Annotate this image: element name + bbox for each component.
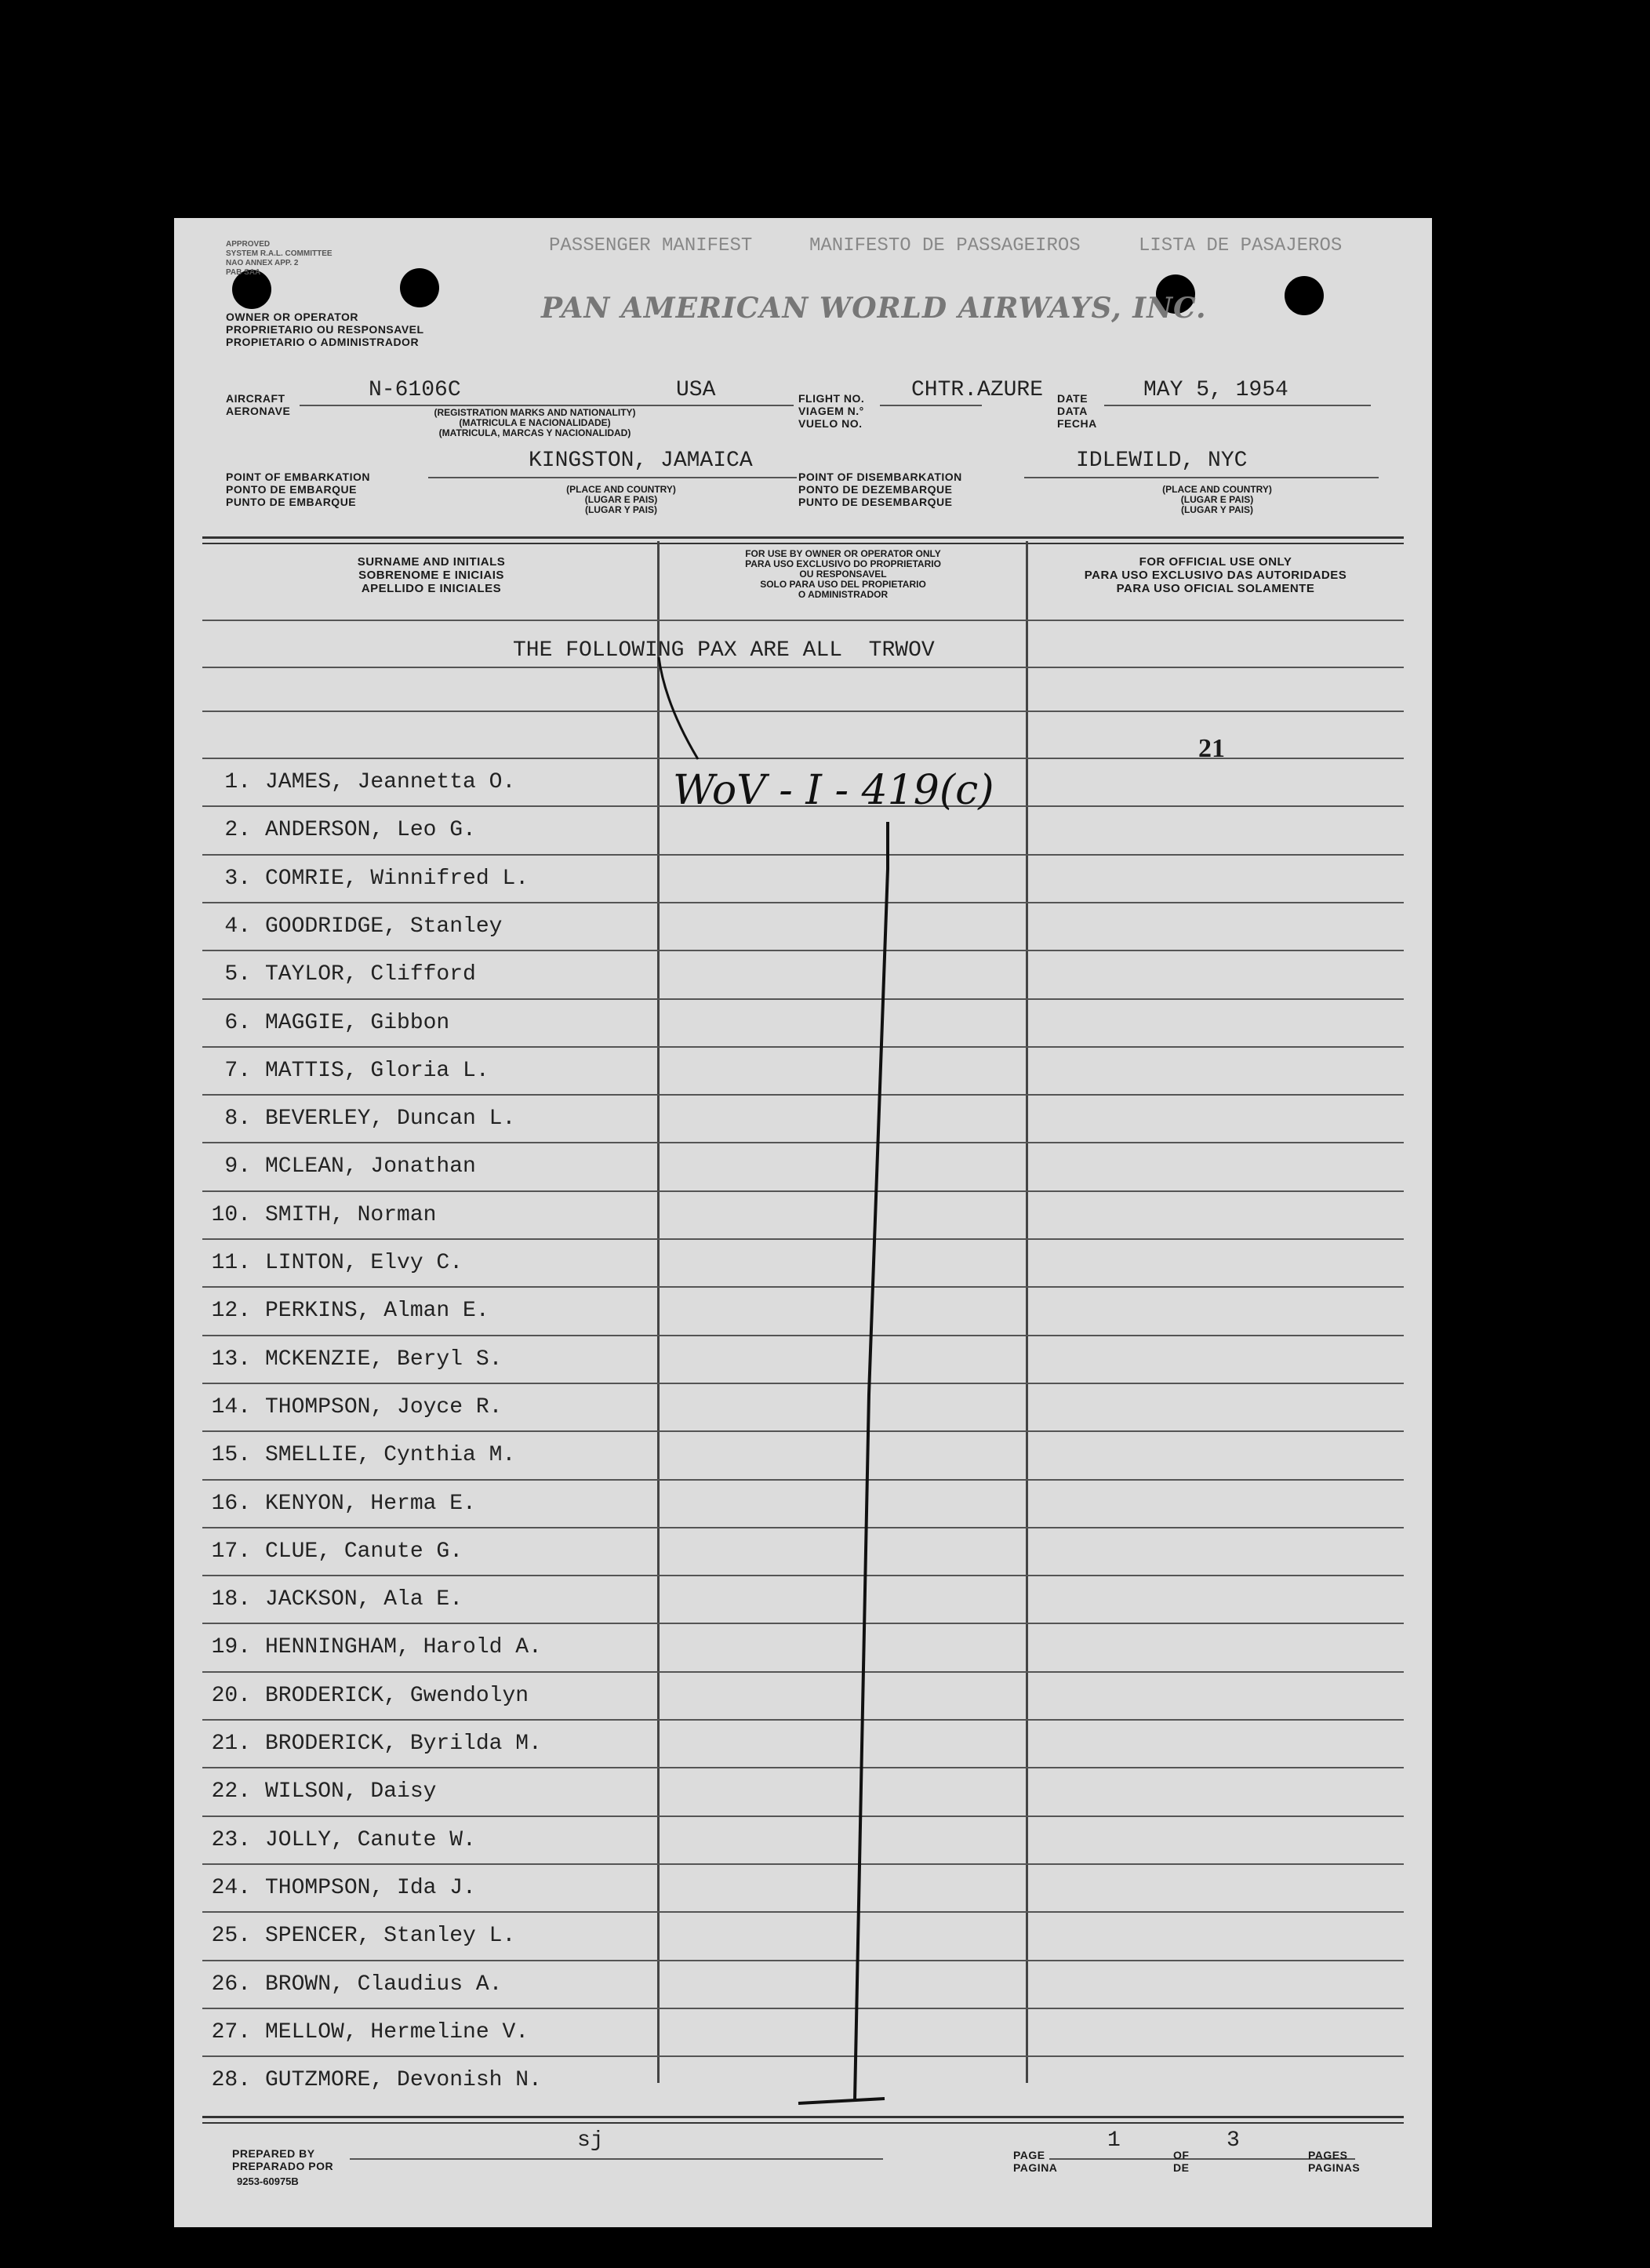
disembark-label-en: POINT OF DISEMBARKATION (798, 471, 962, 483)
place-label-es: (LUGAR Y PAIS) (584, 504, 657, 515)
passenger-number: 6. (224, 1010, 251, 1035)
passenger-number: 8. (224, 1107, 251, 1132)
title-manifesto: MANIFESTO DE PASSAGEIROS (809, 235, 1081, 256)
passenger-name: BRODERICK, Byrilda M. (265, 1732, 542, 1756)
passenger-name: THOMPSON, Joyce R. (265, 1394, 503, 1419)
passenger-number: 3. (224, 866, 251, 891)
flight-date: MAY 5, 1954 (1143, 378, 1288, 402)
title-passenger-manifest: PASSENGER MANIFEST (549, 235, 753, 256)
passenger-number: 11. (211, 1251, 251, 1275)
passenger-name: THOMPSON, Ida J. (265, 1875, 476, 1900)
passenger-name: SPENCER, Stanley L. (265, 1924, 516, 1949)
aircraft-label-en: AIRCRAFT (226, 392, 285, 405)
passenger-number: 19. (211, 1635, 251, 1660)
passenger-number: 14. (211, 1394, 251, 1419)
approval-line: SYSTEM R.A.L. COMMITTEE (226, 249, 333, 258)
prepared-label-es: PREPARADO POR (232, 2160, 334, 2172)
registration-label-es: (MATRICULA, MARCAS Y NACIONALIDAD) (438, 427, 631, 438)
date-label-en: DATE (1057, 392, 1088, 405)
page-number: 1 (1107, 2128, 1121, 2153)
handwritten-vertical-line (855, 822, 888, 2100)
prepared-underline (350, 2158, 883, 2160)
passenger-name: MCLEAN, Jonathan (265, 1154, 476, 1179)
place-label-pt: (LUGAR E PAIS) (584, 494, 658, 505)
owner-use-header-4: SOLO PARA USO DEL PROPIETARIO (760, 579, 926, 590)
passenger-name: LINTON, Elvy C. (265, 1251, 463, 1275)
official-header-en: FOR OFFICIAL USE ONLY (1139, 555, 1292, 569)
aircraft-nationality: USA (676, 378, 716, 402)
passenger-name: JAMES, Jeannetta O. (265, 770, 516, 794)
owner-label-en: OWNER OR OPERATOR (226, 311, 358, 323)
official-header-es: PARA USO OFICIAL SOLAMENTE (1116, 582, 1315, 595)
flight-number: CHTR.AZURE (911, 378, 1044, 402)
title-lista: LISTA DE PASAJEROS (1139, 235, 1343, 256)
prepared-by-label (232, 2147, 333, 2172)
passenger-name: TAYLOR, Clifford (265, 962, 476, 987)
passenger-number: 12. (211, 1299, 251, 1324)
passenger-number: 27. (211, 2019, 251, 2044)
passenger-name: MATTIS, Gloria L. (265, 1058, 489, 1083)
page-label-en: PAGE (1013, 2149, 1045, 2161)
owner-label-es: PROPIETARIO O ADMINISTRADOR (226, 336, 420, 348)
total-pages: 3 (1227, 2128, 1240, 2153)
embark-label-en: POINT OF EMBARKATION (226, 471, 370, 483)
owner-use-header-2: PARA USO EXCLUSIVO DO PROPRIETARIO (745, 558, 941, 569)
handwritten-code: WoV - I - 419(c) (673, 767, 994, 814)
official-header-pt: PARA USO EXCLUSIVO DAS AUTORIDADES (1084, 569, 1347, 582)
manifest-sheet (174, 218, 1432, 2227)
owner-label-pt: PROPRIETARIO OU RESPONSAVEL (226, 323, 424, 336)
place-label-en: (PLACE AND COUNTRY) (1162, 484, 1272, 495)
date-label-pt: DATA (1057, 405, 1088, 417)
passenger-number: 18. (211, 1587, 251, 1612)
official-count: 21 (1198, 734, 1225, 763)
pages-label-es: PAGINAS (1308, 2161, 1361, 2174)
passenger-number: 24. (211, 1875, 251, 1900)
passenger-name: JACKSON, Ala E. (265, 1587, 463, 1612)
passenger-number: 16. (211, 1491, 251, 1516)
passenger-number: 7. (224, 1058, 251, 1083)
of-label (1173, 2149, 1189, 2174)
surname-header-es: APELLIDO E INICIALES (361, 582, 502, 595)
passenger-number: 21. (211, 1732, 251, 1756)
handwritten-base-line (798, 2099, 885, 2103)
flight-label-pt: VIAGEM N.° (798, 405, 864, 417)
table-bottom-rule (202, 2116, 1404, 2118)
passenger-name: SMELLIE, Cynthia M. (265, 1443, 516, 1468)
pages-label-en: PAGES (1308, 2149, 1348, 2161)
owner-use-header-3: OU RESPONSAVEL (799, 569, 887, 580)
passenger-number: 26. (211, 1972, 251, 1997)
table-bottom-rule (202, 2122, 1404, 2124)
passenger-number: 15. (211, 1443, 251, 1468)
flight-label-en: FLIGHT NO. (798, 392, 865, 405)
aircraft-label-pt: AERONAVE (226, 405, 291, 417)
form-number: 9253-60975B (237, 2175, 299, 2187)
passenger-name: WILSON, Daisy (265, 1779, 437, 1805)
embark-label-es: PUNTO DE EMBARQUE (226, 496, 357, 508)
aircraft-registration: N-6106C (369, 378, 461, 402)
passenger-number: 28. (211, 2068, 251, 2093)
approval-line: NAO ANNEX APP. 2 (226, 259, 299, 267)
disembark-label-es: PUNTO DE DESEMBARQUE (798, 496, 953, 508)
page-label-es: PAGINA (1013, 2161, 1058, 2174)
passenger-name: COMRIE, Winnifred L. (265, 866, 529, 891)
prepared-label-en: PREPARED BY (232, 2147, 315, 2160)
place-label-pt: (LUGAR E PAIS) (1180, 494, 1254, 505)
surname-header-en: SURNAME AND INITIALS (357, 555, 506, 569)
registration-label-en: (REGISTRATION MARKS AND NATIONALITY) (434, 407, 636, 418)
passenger-name: MAGGIE, Gibbon (265, 1010, 450, 1035)
passenger-name: MELLOW, Hermeline V. (265, 2019, 529, 2044)
disembark-place: IDLEWILD, NYC (1076, 449, 1248, 473)
handwritten-marks (174, 218, 1432, 2227)
passenger-name: ANDERSON, Leo G. (265, 818, 476, 843)
disembark-label-pt: PONTO DE DEZEMBARQUE (798, 483, 953, 496)
passenger-name: BROWN, Claudius A. (265, 1972, 503, 1997)
passenger-number: 25. (211, 1924, 251, 1949)
passenger-name: JOLLY, Canute W. (265, 1827, 476, 1852)
place-label-en: (PLACE AND COUNTRY) (566, 484, 676, 495)
passenger-number: 20. (211, 1683, 251, 1708)
handwritten-bracket-stroke (659, 657, 698, 759)
owner-use-header-5: O ADMINISTRADOR (798, 589, 889, 600)
pages-label (1308, 2149, 1360, 2174)
passenger-name: SMITH, Norman (265, 1202, 437, 1227)
prepared-by-value: sj (577, 2128, 604, 2153)
registration-label-pt: (MATRICULA E NACIONALIDADE) (459, 417, 611, 428)
passenger-number: 17. (211, 1539, 251, 1564)
approval-line: PAB SAA (226, 268, 261, 277)
passenger-number: 10. (211, 1202, 251, 1227)
place-label-es: (LUGAR Y PAIS) (1180, 504, 1253, 515)
airline-name: PAN AMERICAN WORLD AIRWAYS, INC. (541, 292, 1207, 325)
passenger-name: BRODERICK, Gwendolyn (265, 1683, 529, 1708)
approval-line: APPROVED (226, 240, 271, 249)
passenger-name: BEVERLEY, Duncan L. (265, 1107, 516, 1132)
page-label (1013, 2149, 1057, 2174)
passenger-name: GOODRIDGE, Stanley (265, 914, 503, 939)
surname-header-pt: SOBRENOME E INICIAIS (358, 569, 504, 582)
passenger-name: PERKINS, Alman E. (265, 1299, 489, 1324)
passenger-number: 1. (224, 770, 251, 794)
passenger-name: MCKENZIE, Beryl S. (265, 1347, 503, 1372)
passenger-name: CLUE, Canute G. (265, 1539, 463, 1564)
passenger-number: 23. (211, 1827, 251, 1852)
passenger-number: 22. (211, 1779, 251, 1805)
note-line: THE FOLLOWING PAX ARE ALL TRWOV (513, 638, 935, 663)
embark-place: KINGSTON, JAMAICA (529, 449, 753, 473)
passenger-name: GUTZMORE, Devonish N. (265, 2068, 542, 2093)
passenger-number: 4. (224, 914, 251, 939)
of-label-en: OF (1173, 2149, 1190, 2161)
embark-label-pt: PONTO DE EMBARQUE (226, 483, 357, 496)
flight-label-es: VUELO NO. (798, 417, 863, 430)
owner-use-header-1: FOR USE BY OWNER OR OPERATOR ONLY (745, 548, 941, 559)
passenger-number: 2. (224, 818, 251, 843)
of-label-es: DE (1173, 2161, 1190, 2174)
passenger-number: 13. (211, 1347, 251, 1372)
passenger-name: HENNINGHAM, Harold A. (265, 1635, 542, 1660)
passenger-number: 5. (224, 962, 251, 987)
passenger-number: 9. (224, 1154, 251, 1179)
passenger-name: KENYON, Herma E. (265, 1491, 476, 1516)
date-label-es: FECHA (1057, 417, 1097, 430)
